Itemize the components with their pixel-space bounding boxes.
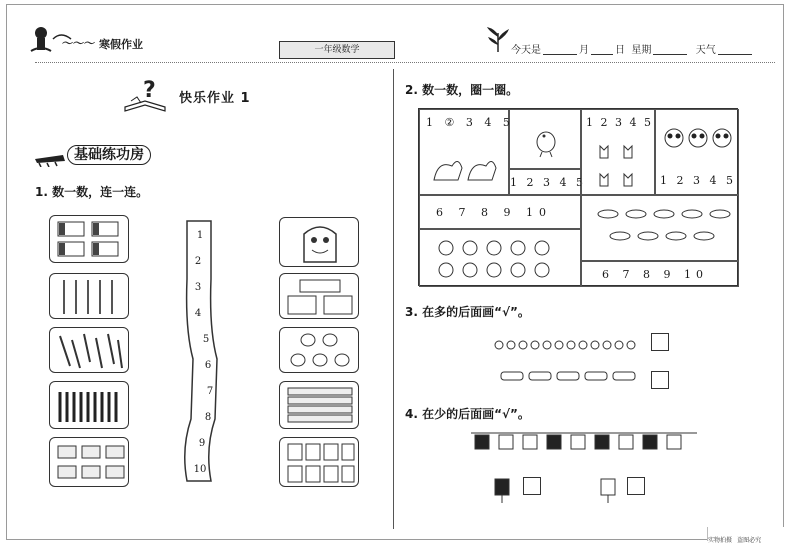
bird-icon xyxy=(528,122,564,158)
grid-cell-numbers-fish[interactable] xyxy=(581,261,739,287)
day-label: 日 xyxy=(615,45,625,56)
pencils-icon xyxy=(50,328,130,374)
crayons-icon xyxy=(50,382,130,430)
watermark-left: 实物拍摄 xyxy=(708,537,733,544)
sticks-icon xyxy=(50,274,130,320)
animals-icon xyxy=(280,328,360,374)
picture-box-books[interactable] xyxy=(279,273,359,319)
pandas-icon xyxy=(662,122,736,154)
grid-cell-chickens[interactable] xyxy=(419,109,514,195)
books-icon xyxy=(50,216,130,264)
number-row: 6 7 8 9 10 xyxy=(602,268,708,281)
grid-cell-numbers[interactable] xyxy=(509,169,586,195)
white-lantern-icon xyxy=(597,475,619,505)
notebooks-icon xyxy=(280,438,360,488)
black-lantern-icon xyxy=(491,475,513,505)
weather-label: 天气 xyxy=(695,45,716,56)
column-divider xyxy=(393,69,394,529)
number-row: 1 ② 3 4 5 xyxy=(426,116,514,129)
count-box-crayons[interactable] xyxy=(49,381,129,429)
grid-cell-pandas[interactable] xyxy=(655,109,739,195)
logo-scribble: ～～～ xyxy=(61,37,94,50)
count-box-pencils[interactable] xyxy=(49,327,129,373)
backpack-icon xyxy=(280,218,360,268)
question-1: 1. 数一数，连一连。 xyxy=(35,185,149,199)
number-row: 1 2 3 4 5 xyxy=(586,116,653,129)
day-field[interactable] xyxy=(591,45,613,55)
watermark-right: 盗图必究 xyxy=(737,537,762,544)
question-4: 4. 在少的后面画“√”。 xyxy=(405,407,530,421)
answer-checkbox-less-2[interactable] xyxy=(627,477,645,495)
date-line xyxy=(511,41,754,56)
count-box-erasers[interactable] xyxy=(49,437,129,487)
snake-number: 6 xyxy=(204,360,212,371)
grid-cell-faces[interactable] xyxy=(419,229,581,287)
header-divider xyxy=(35,62,775,63)
plant-icon xyxy=(485,25,511,53)
snake-number: 8 xyxy=(204,412,212,423)
cats-icon xyxy=(594,138,646,194)
count-box-sticks[interactable] xyxy=(49,273,129,319)
lanterns-icon xyxy=(469,429,699,459)
grid-cell-bird[interactable] xyxy=(509,109,581,169)
question-2: 2. 数一数，圈一圈。 xyxy=(405,83,519,97)
lesson-title: 快乐作业 1 xyxy=(179,91,251,106)
question-book-icon xyxy=(123,77,169,113)
weekday-field[interactable] xyxy=(653,45,687,55)
crocodile-icon xyxy=(33,145,67,167)
snake-number: 9 xyxy=(198,438,206,449)
section-label: 基础练功房 xyxy=(67,145,151,165)
month-label: 月 xyxy=(579,45,589,56)
count-box-books[interactable] xyxy=(49,215,129,263)
number-row: 1 2 3 4 5 xyxy=(510,176,586,189)
weekday-label: 星期 xyxy=(631,45,652,56)
rulers-icon xyxy=(280,382,360,430)
grade-label: 一年级数学 xyxy=(279,41,395,59)
snake-number: 4 xyxy=(194,308,202,319)
grid-cell-cats[interactable] xyxy=(581,109,655,195)
snake-number: 1 xyxy=(196,230,204,241)
answer-checkbox-less-1[interactable] xyxy=(523,477,541,495)
weather-field[interactable] xyxy=(718,45,752,55)
picture-box-rulers[interactable] xyxy=(279,381,359,429)
picture-box-animals[interactable] xyxy=(279,327,359,373)
svg-text:?: ? xyxy=(143,78,156,103)
fish-icon xyxy=(592,204,732,254)
snake-number: 3 xyxy=(194,282,202,293)
number-row: 1 2 3 4 5 xyxy=(660,174,736,187)
counting-grid xyxy=(418,108,738,286)
erasers-icon xyxy=(50,438,130,488)
answer-checkbox-more-2[interactable] xyxy=(651,371,669,389)
chickens-icon xyxy=(430,152,500,186)
answer-checkbox-more-1[interactable] xyxy=(651,333,669,351)
worksheet-page xyxy=(6,4,784,544)
question-3: 3. 在多的后面画“√”。 xyxy=(405,305,530,319)
snake-number: 2 xyxy=(194,256,202,267)
grid-cell-fish[interactable] xyxy=(581,195,739,261)
motorcycles-icon xyxy=(493,331,639,351)
snake-number: 7 xyxy=(206,386,214,397)
picture-box-notebooks[interactable] xyxy=(279,437,359,487)
number-row: 6 7 8 9 10 xyxy=(436,206,552,219)
cars-icon xyxy=(497,367,637,385)
open-books-icon xyxy=(280,274,360,320)
watermark xyxy=(707,527,789,544)
grid-cell-numbers-6-10[interactable] xyxy=(419,195,581,229)
snake-number: 5 xyxy=(202,334,210,345)
snake-number: 10 xyxy=(193,464,207,475)
picture-box-backpack[interactable] xyxy=(279,217,359,267)
faces-icon xyxy=(436,236,566,282)
month-field[interactable] xyxy=(543,45,577,55)
book-title: 寒假作业 xyxy=(99,38,143,51)
date-prefix: 今天是 xyxy=(511,45,541,56)
